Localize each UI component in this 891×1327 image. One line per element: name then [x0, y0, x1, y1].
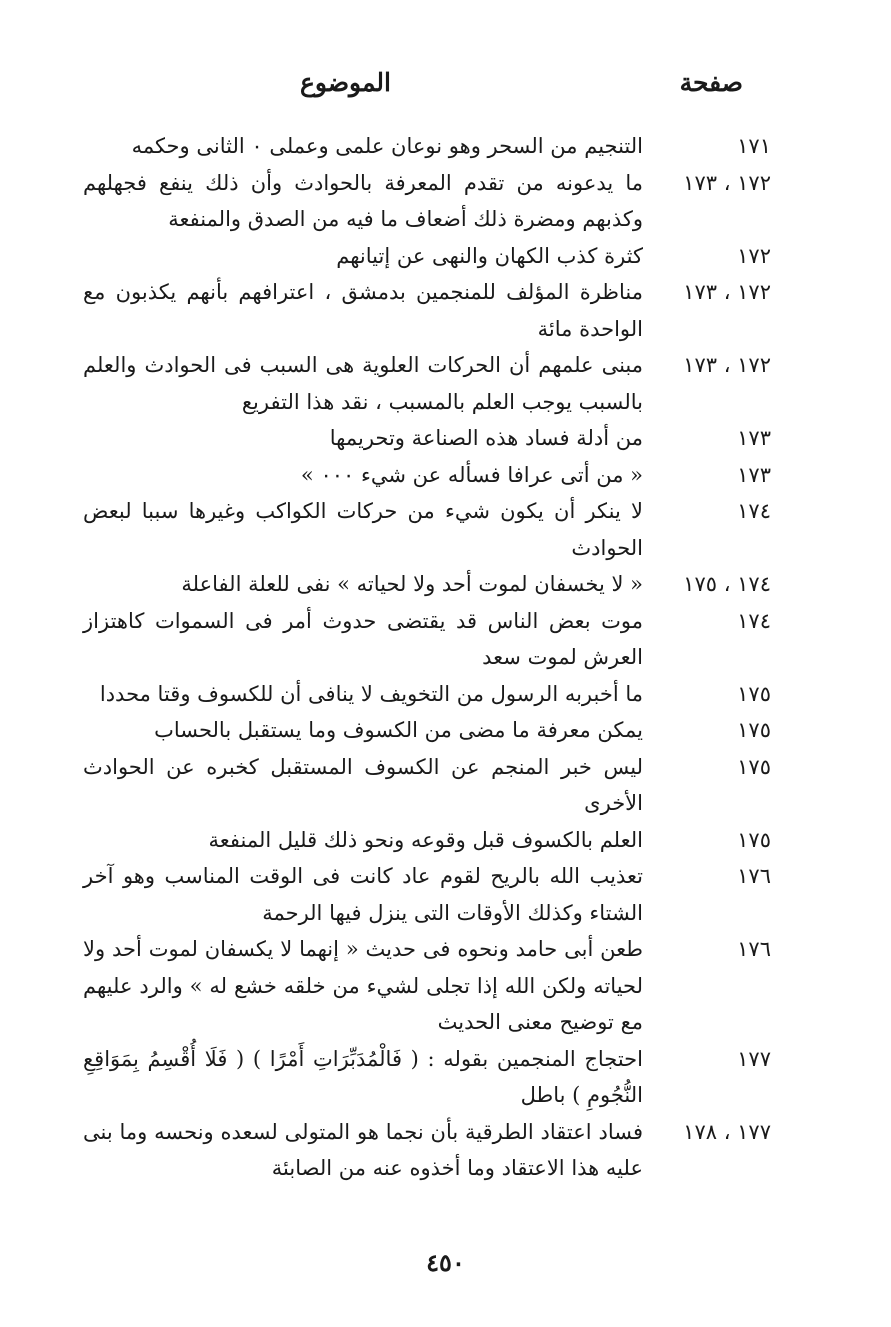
entry-topic: مناظرة المؤلف للمنجمين بدمشق ، اعترافهم بأنهم يكذبون مع الواحدة مائة [83, 280, 643, 341]
index-entry [0, 457, 891, 494]
entry-topic: يمكن معرفة ما مضى من الكسوف وما يستقبل بالحساب [154, 718, 643, 742]
entry-topic: فساد اعتقاد الطرقية بأن نجما هو المتولى لسعده ونحسه وما بنى عليه هذا الاعتقاد وما أخذوه عنه من الصابئة [83, 1119, 643, 1180]
entry-topic: تعذيب الله بالريح لقوم عاد كانت فى الوقت المناسب وهو آخر الشتاء وكذلك الأوقات التى ينزل فيها الرحمة [83, 864, 643, 925]
entry-page-number: ١٧٣ [737, 462, 771, 487]
entry-page-number: ١٧٦ [737, 864, 771, 888]
page-column-header: صفحة [679, 68, 743, 97]
entry-topic: ليس خبر المنجم عن الكسوف المستقبل كخبره عن الحوادث الأخرى [83, 754, 643, 815]
entry-topic: ما يدعونه من تقدم المعرفة بالحوادث وأن ذلك ينفع فجهلهم وكذبهم ومضرة ذلك أضعاف ما فيه من الصدق والمنفعة [83, 170, 643, 231]
index-entry [0, 566, 891, 603]
index-entry [0, 347, 891, 420]
entry-page-number: ١٧٥ [737, 718, 771, 742]
entry-page-number: ١٧٥ [737, 827, 771, 852]
topic-column-header: الموضوع [300, 68, 391, 97]
index-entry [0, 128, 891, 165]
entry-page-number: ١٧٤ [737, 499, 771, 523]
entry-page-number: ١٧٦ [737, 937, 771, 961]
entry-page-number: ١٧١ [737, 134, 771, 158]
entry-page-number: ١٧٢ ، ١٧٣ [683, 353, 771, 377]
entry-page-number: ١٧٥ [737, 681, 771, 706]
entry-topic: موت بعض الناس قد يقتضى حدوث أمر فى السموات كاهتزاز العرش لموت سعد [83, 608, 643, 669]
entry-topic: « لا يخسفان لموت أحد ولا لحياته » نفى للعلة الفاعلة [181, 572, 643, 596]
entry-topic: لا ينكر أن يكون شيء من حركات الكواكب وغيرها سببا لبعض الحوادث [83, 499, 643, 560]
index-entry [0, 676, 891, 713]
entry-topic: من أدلة فساد هذه الصناعة وتحريمها [329, 426, 643, 450]
index-entry [0, 858, 891, 931]
entry-topic: طعن أبى حامد ونحوه فى حديث « إنهما لا يكسفان لموت أحد ولا لحياته ولكن الله إذا تجلى لشيء من خلقه خشع له » والرد عليهم مع توضيح معنى الحديث [83, 937, 643, 1034]
entry-page-number: ١٧٢ ، ١٧٣ [683, 170, 771, 195]
entry-page-number: ١٧٢ [737, 243, 771, 268]
index-entry [0, 603, 891, 676]
entry-page-number: ١٧٤ ، ١٧٥ [683, 572, 771, 596]
entry-page-number: ١٧٥ [737, 754, 771, 779]
index-list [0, 128, 891, 1187]
entry-topic: العلم بالكسوف قبل وقوعه ونحو ذلك قليل المنفعة [208, 827, 643, 852]
index-entry [0, 493, 891, 566]
index-entry [0, 749, 891, 822]
entry-page-number: ١٧٣ [737, 426, 771, 450]
entry-topic: « من أتى عرافا فسأله عن شيء ٠٠٠ » [300, 462, 643, 487]
index-entry [0, 238, 891, 275]
entry-page-number: ١٧٤ [737, 608, 771, 633]
entry-topic: مبنى علمهم أن الحركات العلوية هى السبب فى الحوادث والعلم بالسبب يوجب العلم بالمسبب ، نقد هذا التفريع [83, 353, 643, 414]
index-entry [0, 822, 891, 859]
entry-page-number: ١٧٢ ، ١٧٣ [683, 280, 771, 304]
index-entry [0, 1114, 891, 1187]
entry-page-number: ١٧٧ [737, 1046, 771, 1071]
entry-topic: التنجيم من السحر وهو نوعان علمى وعملى ٠ الثانى وحكمه [131, 134, 643, 158]
index-entry [0, 1041, 891, 1114]
index-entry [0, 931, 891, 1041]
index-entry [0, 274, 891, 347]
entry-topic: احتجاج المنجمين بقوله : ( فَالْمُدَبِّرَاتِ أَمْرًا ) ( فَلَا أُقْسِمُ بِمَوَاقِعِ النُّجُومِ ) باطل [83, 1046, 643, 1107]
entry-page-number: ١٧٧ ، ١٧٨ [683, 1119, 771, 1144]
entry-topic: كثرة كذب الكهان والنهى عن إتيانهم [336, 243, 643, 268]
page-number: ٤٥٠ [426, 1248, 465, 1277]
index-entry [0, 165, 891, 238]
index-entry [0, 712, 891, 749]
index-entry [0, 420, 891, 457]
entry-topic: ما أخبربه الرسول من التخويف لا ينافى أن للكسوف وقتا محددا [99, 681, 643, 706]
